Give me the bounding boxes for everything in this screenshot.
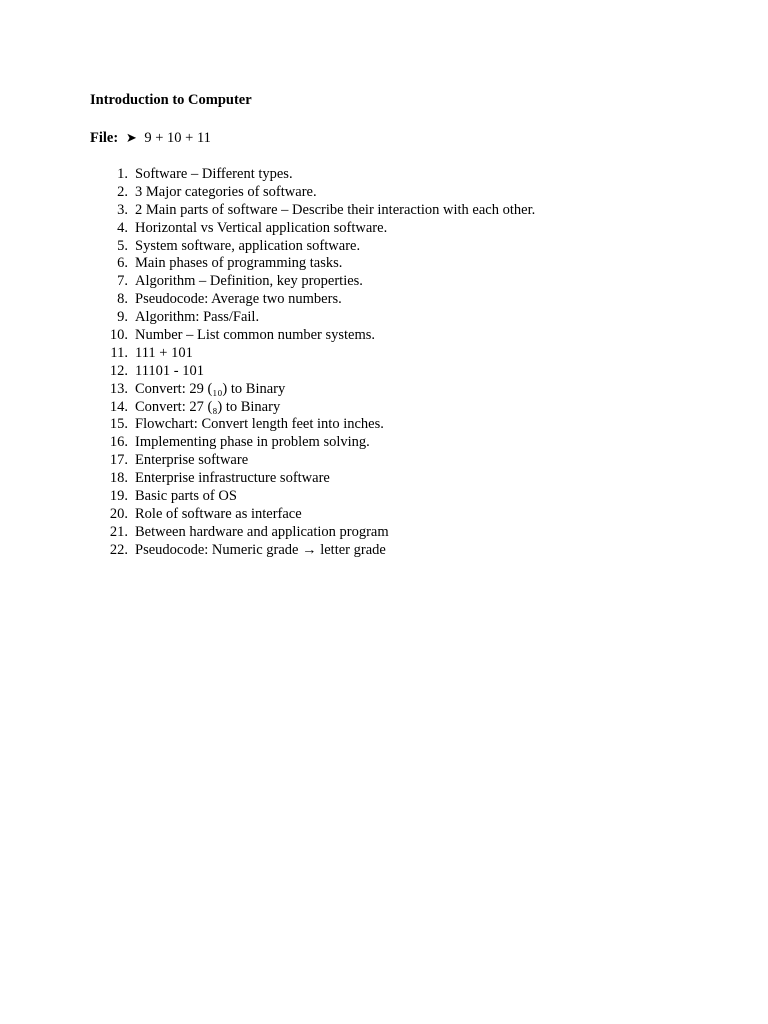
list-item-number: 19. <box>109 488 128 505</box>
list-item <box>90 309 535 327</box>
list-item <box>90 166 535 184</box>
list-item <box>90 416 535 434</box>
list-item-number: 22. <box>109 541 128 558</box>
list-item-text: 3 Major categories of software. <box>135 183 317 200</box>
topic-list <box>90 166 535 560</box>
list-item <box>90 542 535 560</box>
list-item-text: Flowchart: Convert length feet into inches. <box>135 416 384 433</box>
list-item-text: Pseudocode: Average two numbers. <box>135 291 342 308</box>
list-item-text: 11101 - 101 <box>135 362 205 379</box>
list-item <box>90 202 535 220</box>
list-item <box>90 238 535 256</box>
list-item <box>90 291 535 309</box>
list-item-number: 16. <box>109 434 128 451</box>
list-item-number: 12. <box>109 362 128 379</box>
list-item-text: Algorithm: Pass/Fail. <box>135 309 260 326</box>
list-item <box>90 327 535 345</box>
list-item-number: 15. <box>109 416 128 433</box>
arrow-icon: ➤ <box>125 131 137 146</box>
list-item-text: System software, application software. <box>135 237 361 254</box>
list-item-number: 20. <box>109 505 128 522</box>
list-item <box>90 255 535 273</box>
list-item-number: 13. <box>109 380 128 397</box>
document-title: Introduction to Computer <box>90 92 252 108</box>
file-value: 9 + 10 + 11 <box>144 130 211 146</box>
list-item-text: 111 + 101 <box>135 344 193 361</box>
list-item-number: 3. <box>117 201 128 218</box>
list-item <box>90 470 535 488</box>
list-item-text: Horizontal vs Vertical application software. <box>135 219 388 236</box>
list-item-number: 8. <box>117 291 128 308</box>
list-item-text: Software – Different types. <box>135 166 293 182</box>
list-item-number: 7. <box>117 273 128 290</box>
list-item <box>90 506 535 524</box>
list-item-number: 10. <box>109 327 128 344</box>
list-item-number: 21. <box>109 523 128 540</box>
list-item-number: 5. <box>117 237 128 254</box>
file-reference <box>90 130 211 147</box>
list-item-text: Implementing phase in problem solving. <box>135 434 370 451</box>
list-item <box>90 220 535 238</box>
list-item-number: 9. <box>117 309 128 326</box>
list-item-text: Algorithm – Definition, key properties. <box>135 273 363 290</box>
list-item-number: 4. <box>117 219 128 236</box>
list-item <box>90 399 535 417</box>
file-label: File: <box>90 130 119 146</box>
list-item <box>90 524 535 542</box>
list-item-number: 11. <box>110 344 128 361</box>
list-item <box>90 345 535 363</box>
list-item-number: 14. <box>109 398 128 415</box>
list-item <box>90 434 535 452</box>
list-item-number: 18. <box>109 470 128 487</box>
list-item-number: 6. <box>117 255 128 272</box>
list-item <box>90 381 535 399</box>
list-item-number: 2. <box>117 183 128 200</box>
list-item-text: Convert: 29 (₁₀) to Binary <box>135 380 286 397</box>
list-item-text: Enterprise software <box>135 452 249 469</box>
list-item-text: Convert: 27 (₈) to Binary <box>135 398 281 415</box>
list-item-text: Number – List common number systems. <box>135 327 376 344</box>
list-item-text: Pseudocode: Numeric grade → letter grade <box>135 541 386 558</box>
list-item-text: Enterprise infrastructure software <box>135 470 330 487</box>
list-item <box>90 184 535 202</box>
list-item-number: 17. <box>109 452 128 469</box>
list-item <box>90 452 535 470</box>
list-item <box>90 273 535 291</box>
list-item <box>90 488 535 506</box>
list-item-text: Between hardware and application program <box>135 523 389 540</box>
list-item-number: 1. <box>117 166 128 182</box>
list-item-text: 2 Main parts of software – Describe their interaction with each other. <box>135 201 536 218</box>
list-item-text: Role of software as interface <box>135 505 302 522</box>
list-item <box>90 363 535 381</box>
list-item-text: Basic parts of OS <box>135 488 237 505</box>
list-item-text: Main phases of programming tasks. <box>135 255 343 272</box>
